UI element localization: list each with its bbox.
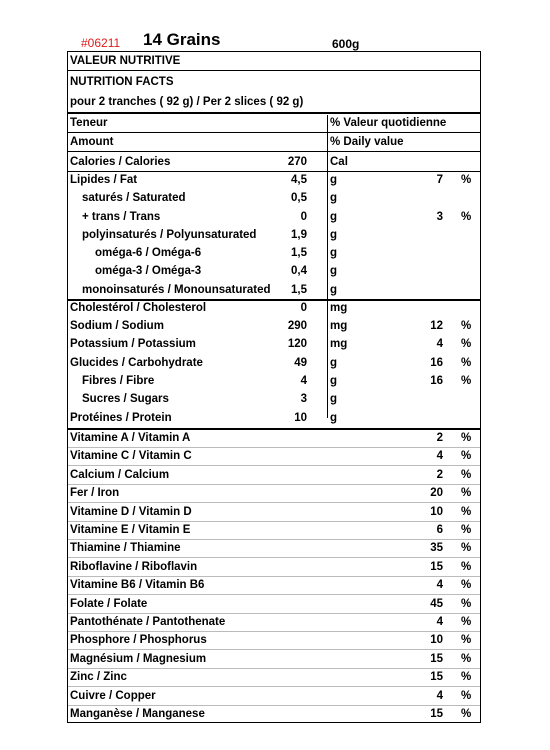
nutrient-unit: g [330,357,338,369]
nutrient-row [68,317,480,335]
nutrient-label: Calories / Calories [70,156,171,168]
vitamin-daily-value: 2 [436,432,443,444]
percent-sign: % [461,432,472,444]
percent-sign: % [461,450,472,463]
nutrient-row [68,299,480,317]
vitamin-label: Folate / Folate [70,597,148,610]
vitamin-label: Vitamine D / Vitamin D [70,505,192,518]
nutrient-label: Glucides / Carbohydrate [70,357,203,369]
nutrient-unit: g [330,211,338,223]
nutrient-label: Sodium / Sodium [70,320,164,332]
column-header-row-1 [68,114,480,132]
nutrient-label: polyinsaturés / Polyunsaturated [82,229,257,241]
percent-sign: % [461,689,472,702]
nutrient-label: saturés / Saturated [82,192,186,204]
nutrient-amount: 1,5 [291,284,307,296]
nutrient-daily-value: 16 [430,375,443,387]
vitamin-label: Magnésium / Magnesium [70,652,207,665]
nutrient-label: Protéines / Protein [70,412,172,424]
vitamin-row [68,705,480,723]
nutrient-amount: 120 [287,338,307,350]
vitamin-daily-value: 35 [430,542,443,555]
product-header [81,30,481,52]
vitamin-daily-value: 10 [430,505,443,518]
percent-sign: % [461,634,472,647]
percent-sign: % [461,579,472,592]
nutrient-unit: g [330,229,338,241]
nutrition-facts-panel [67,51,481,723]
nutrient-label: Cholestérol / Cholesterol [70,302,207,314]
percent-sign: % [461,597,472,610]
nutrient-row [68,354,480,372]
nutrient-amount: 0,5 [291,192,307,204]
nutrient-row [68,409,480,427]
vitamin-row [68,484,480,502]
vitamin-row [68,429,480,447]
vitamin-daily-value: 45 [430,597,443,610]
vitamin-daily-value: 10 [430,634,443,647]
vitamin-daily-value: 20 [430,487,443,500]
nutrient-row [68,208,480,226]
nutrient-label: oméga-6 / Oméga-6 [95,247,202,259]
vitamin-label: Vitamine C / Vitamin C [70,450,192,463]
nutrient-row [68,244,480,262]
nutrient-label: monoinsaturés / Monounsaturated [82,284,271,296]
product-code: #06211 [81,36,121,50]
vitamin-row [68,687,480,705]
daily-value-header-fr: % Valeur quotidienne [330,117,447,129]
nutrient-unit: g [330,192,338,204]
product-name: 14 Grains [143,30,221,49]
nutrient-amount: 0 [300,302,307,314]
nutrient-row [68,226,480,244]
vitamin-row [68,650,480,668]
vitamin-daily-value: 4 [436,450,443,463]
vitamin-row [68,631,480,649]
percent-sign: % [461,560,472,573]
percent-sign: % [461,671,472,684]
percent-sign: % [461,505,472,518]
nutrient-daily-value: 12 [430,320,443,332]
panel-title-fr: VALEUR NUTRITIVE [70,55,181,67]
serving-size: pour 2 tranches ( 92 g) / Per 2 slices ( 92 g) [70,96,304,108]
percent-sign: % [461,616,472,628]
nutrient-label: Fibres / Fibre [82,375,155,387]
percent-sign: % [461,542,472,555]
nutrient-unit: g [330,174,338,186]
nutrient-unit: g [330,265,338,277]
vitamin-row [68,558,480,576]
vitamin-daily-value: 4 [436,616,443,628]
vitamin-daily-value: 6 [436,524,443,536]
vitamin-daily-value: 2 [436,468,443,481]
product-weight: 600g [332,37,360,51]
nutrient-amount: 0,4 [291,265,307,277]
vitamin-row [68,595,480,613]
percent-sign: % [461,524,472,536]
nutrient-amount: 0 [300,211,307,223]
vitamin-label: Zinc / Zinc [70,671,127,684]
nutrient-amount: 1,9 [291,229,307,241]
vitamin-row [68,613,480,631]
amount-header-en: Amount [70,136,114,148]
nutrient-unit: mg [330,302,348,314]
nutrient-daily-value: 3 [436,211,443,223]
vitamin-daily-value: 15 [430,560,443,573]
vitamin-label: Manganèse / Manganese [70,708,205,720]
daily-value-header-en: % Daily value [330,136,404,148]
vitamin-daily-value: 4 [436,689,443,702]
vitamin-label: Vitamine A / Vitamin A [70,432,191,444]
vitamin-label: Cuivre / Copper [70,689,156,702]
percent-sign: % [461,211,472,223]
nutrient-unit: mg [330,320,348,332]
vitamin-daily-value: 15 [430,671,443,684]
nutrient-amount: 290 [287,320,307,332]
vitamin-label: Pantothénate / Pantothenate [70,616,226,628]
vitamin-label: Fer / Iron [70,487,120,500]
nutrient-daily-value: 7 [436,174,443,186]
amount-header-fr: Teneur [70,117,108,129]
nutrient-row [68,262,480,280]
nutrient-label: Sucres / Sugars [82,393,169,405]
percent-sign: % [461,652,472,665]
nutrient-label: + trans / Trans [82,211,161,223]
column-header-row-2 [68,133,480,151]
nutrient-unit: Cal [330,156,348,168]
nutrient-row [68,281,480,299]
vitamin-label: Thiamine / Thiamine [70,542,181,555]
percent-sign: % [461,375,472,387]
percent-sign: % [461,174,472,186]
vitamin-row [68,503,480,521]
vitamin-row [68,668,480,686]
nutrient-amount: 1,5 [291,247,307,259]
percent-sign: % [461,468,472,481]
nutrient-daily-value: 16 [430,357,443,369]
vitamin-daily-value: 4 [436,579,443,592]
nutrient-row [68,372,480,390]
vitamin-label: Calcium / Calcium [70,468,170,481]
percent-sign: % [461,357,472,369]
vitamin-daily-value: 15 [430,652,443,665]
vitamin-row [68,447,480,465]
vitamin-daily-value: 15 [430,708,443,720]
vitamin-row [68,521,480,539]
nutrient-unit: g [330,412,338,424]
nutrient-daily-value: 4 [436,338,443,350]
vitamin-label: Vitamine E / Vitamin E [70,524,191,536]
nutrient-row [68,153,480,171]
nutrient-amount: 49 [294,357,307,369]
vitamin-label: Vitamine B6 / Vitamin B6 [70,579,205,592]
nutrient-unit: g [330,284,338,296]
panel-title-en: NUTRITION FACTS [70,76,174,88]
nutrient-row [68,171,480,189]
percent-sign: % [461,708,472,720]
percent-sign: % [461,320,472,332]
nutrient-row [68,189,480,207]
nutrient-unit: mg [330,338,348,350]
nutrient-unit: g [330,375,338,387]
vitamin-row [68,576,480,594]
nutrient-amount: 270 [287,156,307,168]
nutrient-unit: g [330,247,338,259]
nutrient-amount: 3 [300,393,307,405]
percent-sign: % [461,338,472,350]
nutrient-row [68,335,480,353]
nutrient-amount: 10 [294,412,307,424]
nutrient-amount: 4 [300,375,307,387]
nutrient-amount: 4,5 [291,174,307,186]
vitamin-label: Riboflavine / Riboflavin [70,560,198,573]
vitamin-label: Phosphore / Phosphorus [70,634,207,647]
nutrient-label: Lipides / Fat [70,174,138,186]
vitamin-row [68,466,480,484]
nutrient-label: oméga-3 / Oméga-3 [95,265,202,277]
nutrient-label: Potassium / Potassium [70,338,196,350]
nutrient-row [68,390,480,408]
vitamin-row [68,539,480,557]
nutrient-unit: g [330,393,338,405]
percent-sign: % [461,487,472,500]
